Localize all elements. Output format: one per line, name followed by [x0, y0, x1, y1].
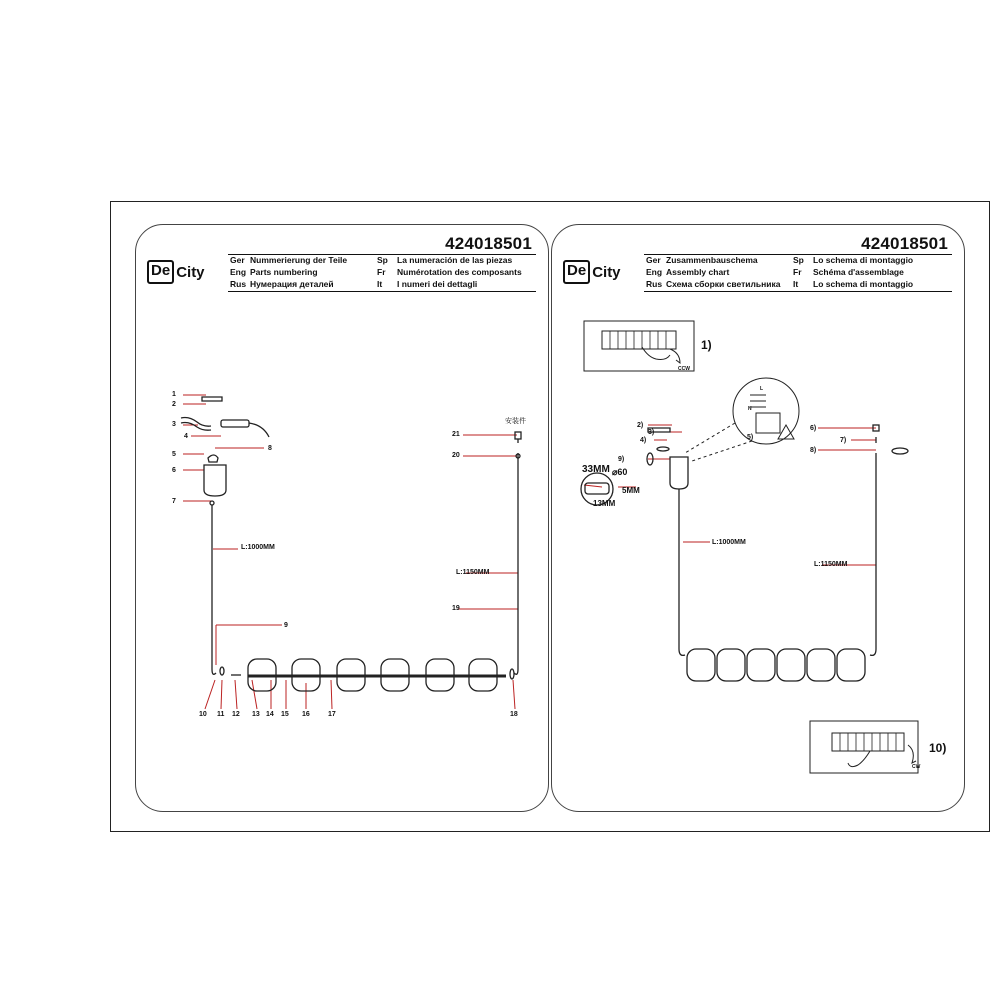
part-label-20: 20	[452, 452, 460, 459]
cw-label: CW	[912, 764, 921, 770]
lang-code: Fr	[377, 267, 386, 277]
step-10-inset	[810, 721, 921, 773]
logo-box-text: De	[147, 260, 174, 284]
assembly-diagram	[552, 225, 965, 812]
wire-l-label: L	[760, 386, 764, 392]
part-label-9: 9	[284, 622, 288, 629]
lang-text: Schéma d'assemblage	[813, 267, 904, 277]
product-code: 424018501	[445, 234, 532, 253]
part-label-11: 11	[217, 711, 225, 718]
part-label-1: 1	[172, 391, 176, 398]
part-label-21: 21	[452, 431, 460, 438]
lang-text: Lo schema di montaggio	[813, 255, 914, 265]
lang-text: Assembly chart	[666, 267, 730, 277]
logo-text: City	[176, 263, 205, 281]
step-10-label: 10)	[929, 741, 947, 755]
lang-text: Нумерация деталей	[250, 279, 334, 289]
lang-code: Rus	[646, 279, 663, 289]
part-label-2: 2	[172, 401, 176, 408]
part-label-3: 3	[172, 421, 176, 428]
part-label-5: 5	[172, 451, 176, 458]
part-label-8: 8	[268, 445, 272, 452]
lang-code: Rus	[230, 279, 247, 289]
lang-code: Eng	[646, 267, 663, 277]
lang-text: Parts numbering	[250, 267, 318, 277]
part-label-6: 6	[172, 467, 176, 474]
lang-text: I numeri dei dettagli	[397, 279, 478, 289]
parts-diagram	[136, 225, 549, 812]
lang-text: Numérotation des composants	[397, 267, 522, 277]
step-3-label: 3)	[648, 429, 655, 436]
lang-code: Eng	[230, 267, 247, 277]
lang-code: Sp	[793, 255, 804, 265]
dim-13mm: 13MM	[593, 499, 616, 508]
step-9-label: 9)	[618, 456, 625, 463]
dim-33mm: 33MM	[582, 464, 610, 475]
part-label-7: 7	[172, 498, 176, 505]
lang-text: Nummerierung der Teile	[250, 255, 348, 265]
step-5-label: 5)	[747, 434, 754, 441]
lang-text: Схема сборки светильника	[666, 279, 781, 289]
part-label-10: 10	[199, 711, 207, 718]
length-label-left: L:1000MM	[712, 539, 746, 546]
product-code: 424018501	[861, 234, 948, 253]
step-6-label: 6)	[810, 425, 817, 432]
ccw-label: CCW	[678, 366, 690, 372]
part-label-12: 12	[232, 711, 240, 718]
length-label-right: L:1150MM	[456, 569, 490, 576]
step-2-label: 2)	[637, 422, 644, 429]
part-label-16: 16	[302, 711, 310, 718]
step-1-inset	[584, 321, 694, 371]
part-label-15: 15	[281, 711, 289, 718]
part-label-13: 13	[252, 711, 260, 718]
step-1-label: 1)	[701, 338, 712, 352]
assembly-lamp	[581, 425, 908, 681]
wiring-detail	[685, 378, 799, 461]
part-label-19: 19	[452, 605, 460, 612]
part-label-14: 14	[266, 711, 274, 718]
lang-code: Ger	[646, 255, 661, 265]
leader-lines	[183, 395, 518, 709]
step-7-label: 7)	[840, 437, 847, 444]
lang-text: La numeración de las piezas	[397, 255, 513, 265]
lang-text: Zusammenbauschema	[666, 255, 758, 265]
length-label-right: L:1150MM	[814, 561, 848, 568]
lamp-drawing	[181, 397, 521, 691]
lang-text: Lo schema di montaggio	[813, 279, 914, 289]
assembly-chart-sheet	[551, 224, 965, 812]
dim-diameter-60: ⌀60	[612, 467, 628, 477]
chinese-label: 安装件	[505, 418, 526, 425]
lang-code: Ger	[230, 255, 245, 265]
dim-5mm: 5MM	[622, 486, 640, 495]
part-label-17: 17	[328, 711, 336, 718]
lang-code: It	[377, 279, 383, 289]
lang-code: Sp	[377, 255, 388, 265]
logo-text: City	[592, 263, 621, 281]
length-label-left: L:1000MM	[241, 544, 275, 551]
step-4-label: 4)	[640, 437, 647, 444]
lang-code: Fr	[793, 267, 802, 277]
parts-numbering-sheet	[135, 224, 549, 812]
part-label-4: 4	[184, 433, 188, 440]
wire-n-label: N	[748, 406, 752, 412]
part-label-18: 18	[510, 711, 518, 718]
logo-box-text: De	[563, 260, 590, 284]
lang-code: It	[793, 279, 799, 289]
step-8-label: 8)	[810, 447, 817, 454]
